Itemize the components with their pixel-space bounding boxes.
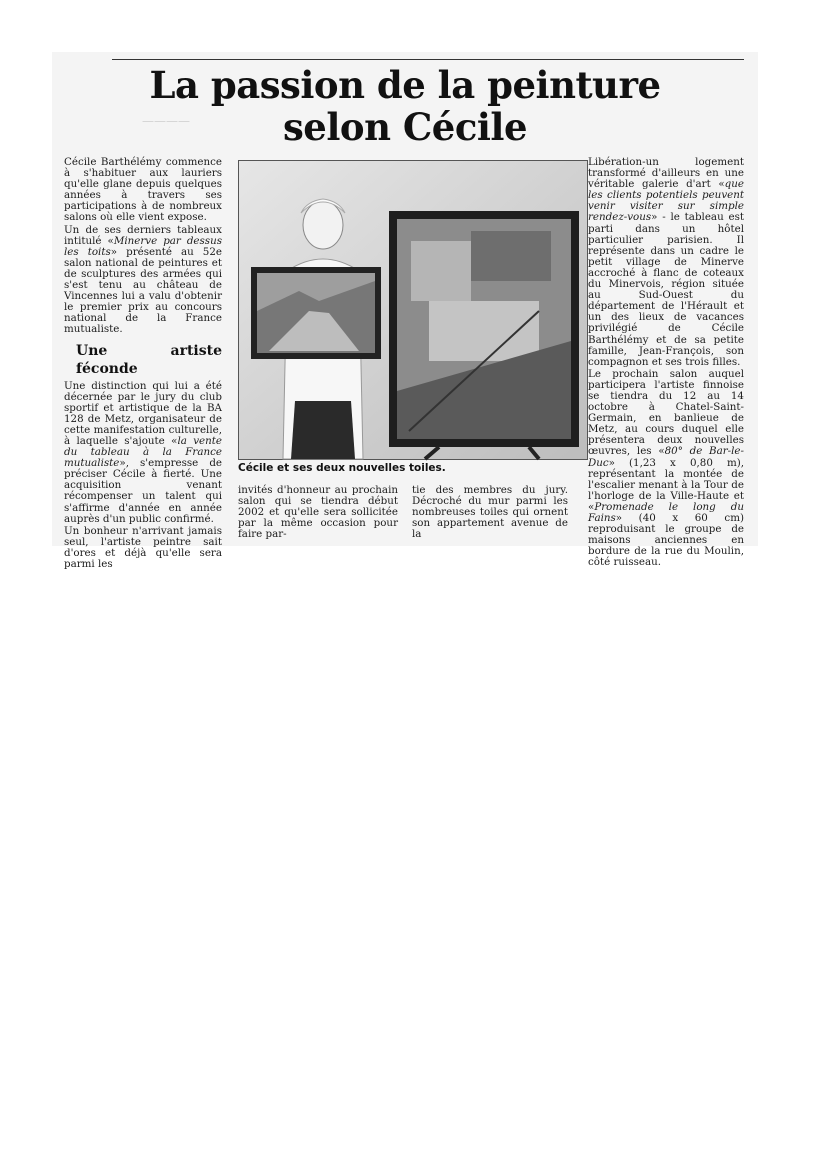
subheading: Une artiste féconde bbox=[76, 342, 222, 377]
col1-paragraph-3: Une distinction qui lui a été décernée par le jury du club sportif et artistique de la BA 128 de Metz, organisateur de cette manifestation culturelle, à laquelle s'ajoute «la vente du tableau à la France mutualiste», s'empresse de préciser Cécile à fierté. Une acquisition venant récompenser un talent qui s'affirme d'année en année auprès d'un public confirmé. bbox=[64, 379, 222, 525]
col4-paragraph-2: Le prochain salon auquel participera l'artiste finnoise se tiendra du 12 au 14 octobre à Chatel-Saint-Germain, en banlieue de Metz, au cours duquel elle présentera deux nouvelles œuvres, les «80° de Bar-le-Duc» (1,23 x 0,80 m), représentant la montée de l'escalier menant à la Tour de l'horloge de la Ville-Haute et «Promenade le long du Fains» (40 x 60 cm) reproduisant le groupe de maisons anciennes en bordure de la rue du Moulin, côté ruisseau. bbox=[588, 367, 744, 569]
painting-title: Minerve par dessus les toits bbox=[64, 234, 223, 258]
bleed-through-text: ———— bbox=[142, 114, 190, 128]
headline-line-2: selon Cécile bbox=[282, 105, 528, 149]
photo-caption: Cécile et ses deux nouvelles toiles. bbox=[238, 462, 446, 474]
quote-italic-2: que les clients potentiels peuvent venir visiter sur simple rendez-vous bbox=[588, 178, 744, 224]
col1-paragraph-2: Un de ses derniers tableaux intitulé «Minerve par dessus les toits» présenté au 52e salon national de peintures et de sculptures des armées qui s'est tenu au château de Vincennes lui a valu d'obtenir le premier prix au concours national de la France mutualiste. bbox=[64, 223, 223, 336]
newspaper-clipping bbox=[52, 52, 758, 570]
col1-paragraph-1: Cécile Barthélémy commence à s'habituer aux lauriers qu'elle glane depuis quelques années à travers ses participations à de nombreux salons où elle vient expose. bbox=[64, 156, 222, 224]
col3-paragraph-1: tie des membres du jury. Décroché du mur parmi les nombreuses toiles qui ornent son appartement avenue de la bbox=[412, 484, 568, 541]
col4-paragraph-1: Libération-un logement transformé d'ailleurs en une véritable galerie d'art «que les clients potentiels peuvent venir visiter sur simple rendez-vous» - le tableau est parti dans un hôtel particulier parisien. Il représente dans un cadre le petit village de Minerve accroché à flanc de coteaux du Minervois, région située au Sud-Ouest du département de l'Hérault et un des lieux de vacances privilégié de Cécile Barthélémy et de sa petite famille, Jean-François, son compagnon et ses trois filles. bbox=[588, 156, 744, 368]
col2-paragraph-1: invités d'honneur au prochain salon qui se tiendra début 2002 et qu'elle sera sollicitée par la même occasion pour faire par- bbox=[238, 484, 398, 541]
article-photo bbox=[238, 160, 588, 460]
work-title-1: 80° de Bar-le-Duc bbox=[588, 445, 744, 469]
work-title-2: Promenade le long du Fains bbox=[588, 500, 744, 524]
person-head bbox=[303, 201, 343, 249]
column-3 bbox=[412, 485, 568, 540]
photo-illustration bbox=[239, 161, 587, 459]
headline bbox=[52, 64, 758, 148]
column-2 bbox=[238, 485, 398, 540]
top-rule bbox=[112, 59, 744, 60]
column-4 bbox=[588, 157, 744, 568]
headline-line-1: La passion de la peinture bbox=[149, 63, 661, 107]
quote-italic: la vente du tableau à la France mutualiste bbox=[64, 434, 222, 470]
column-1 bbox=[64, 157, 222, 570]
col1-paragraph-4: Un bonheur n'arrivant jamais seul, l'artiste peintre sait d'ores et déjà qu'elle sera parmi les bbox=[64, 524, 222, 570]
